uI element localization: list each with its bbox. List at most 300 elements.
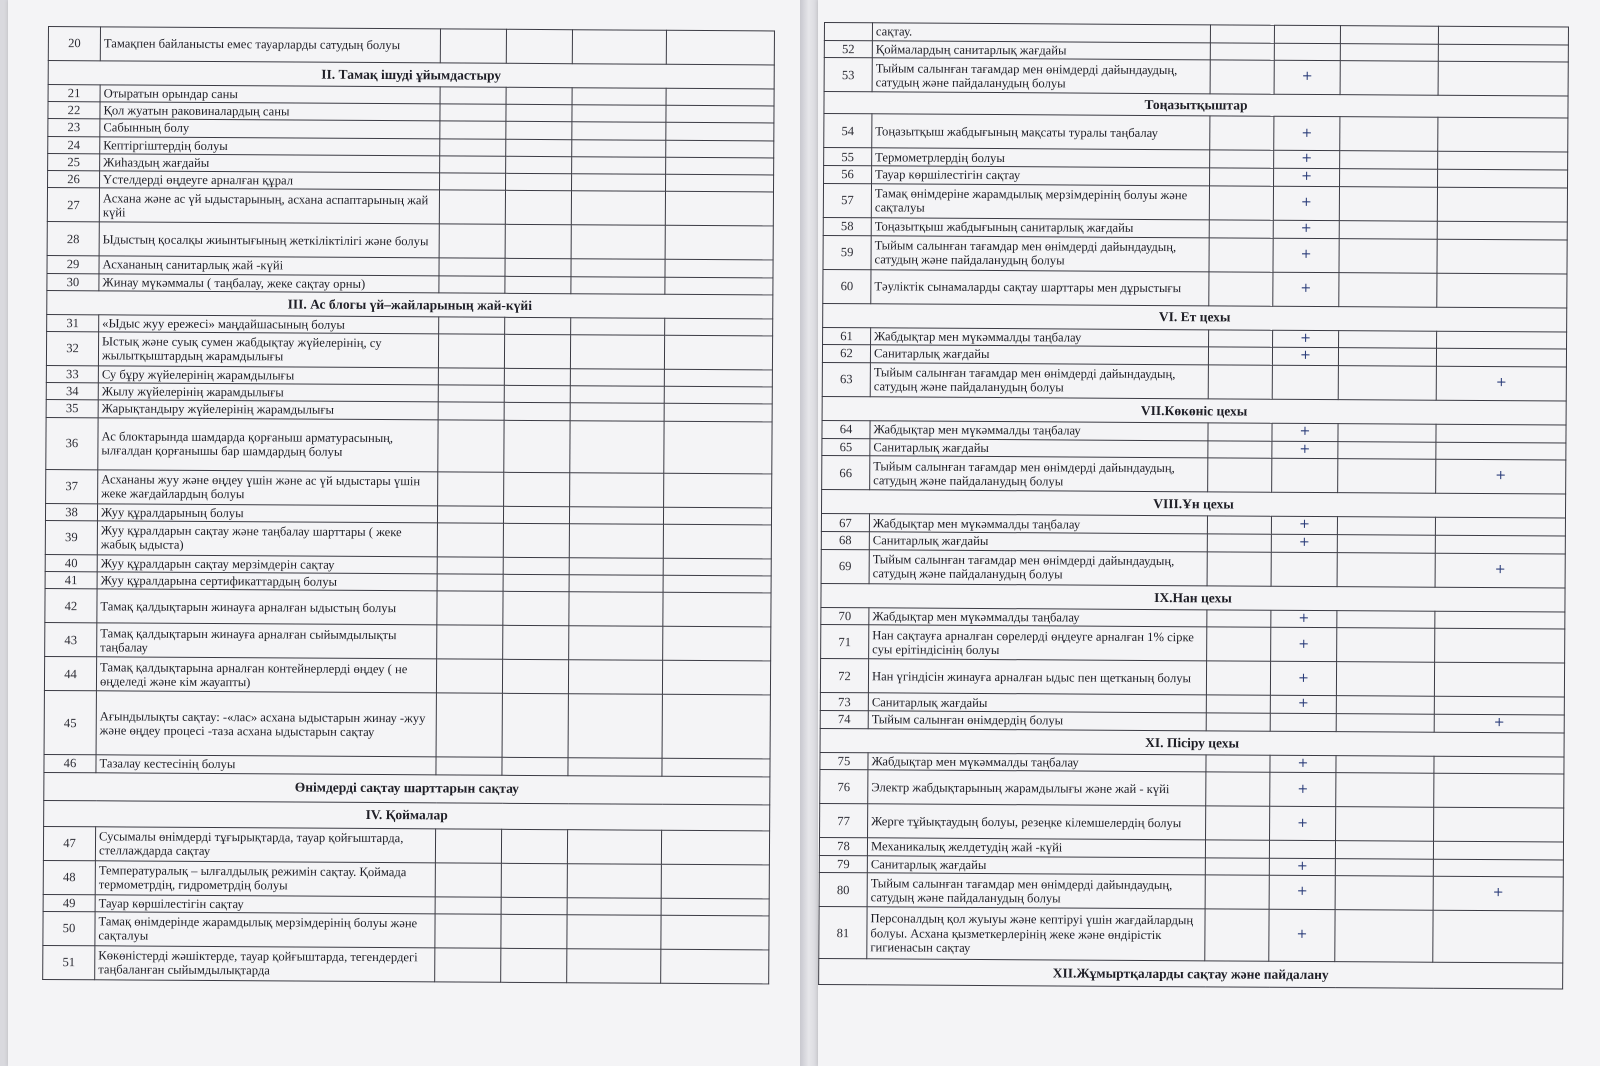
- row-number: 51: [43, 945, 95, 979]
- mark-cell: [1206, 772, 1270, 806]
- mark-cell: [570, 472, 664, 507]
- mark-cell: [1274, 25, 1340, 43]
- row-number: 20: [48, 27, 100, 61]
- mark-cell: [1206, 755, 1270, 773]
- mark-cell: [437, 523, 503, 557]
- mark-cell: [440, 29, 506, 63]
- mark-cell: [1337, 610, 1435, 628]
- criterion-text: Тыйым салынған тағамдар мен өнімдерді дайындаудың, сатудың және пайдаланудың болуы: [871, 235, 1209, 271]
- mark-cell: +: [1434, 714, 1564, 732]
- mark-cell: +: [1436, 366, 1566, 401]
- mark-cell: +: [1272, 347, 1338, 365]
- mark-cell: [666, 140, 774, 158]
- mark-cell: +: [1433, 877, 1563, 912]
- mark-cell: [1437, 221, 1567, 239]
- mark-cell: [504, 472, 570, 506]
- mark-cell: [1336, 807, 1434, 842]
- mark-cell: [437, 574, 503, 592]
- criterion-text: Жуу құралдарының болуы: [97, 503, 437, 522]
- mark-cell: [1438, 44, 1568, 62]
- mark-cell: +: [1273, 186, 1339, 220]
- section-title: IV. Қоймалар: [44, 800, 770, 830]
- mark-cell: [663, 524, 771, 559]
- criterion-text: Жинау мүкәммалы ( таңбалау, жеке сақтау орны): [99, 273, 439, 292]
- row-number: 67: [821, 514, 869, 532]
- criterion-text: Тамақ өнімдеріне жарамдылық мерзімдерінің болуы және сақталуы: [871, 184, 1209, 220]
- mark-cell: +: [1271, 610, 1337, 628]
- mark-cell: [1209, 237, 1273, 271]
- left-checklist-body: [43, 27, 775, 984]
- row-number: 44: [44, 657, 96, 691]
- row-number: 66: [822, 456, 870, 490]
- mark-cell: [501, 829, 567, 863]
- mark-cell: [663, 507, 771, 525]
- mark-cell: [665, 192, 773, 227]
- mark-cell: [1337, 517, 1435, 535]
- row-number: 59: [823, 235, 871, 269]
- mark-cell: [1433, 859, 1563, 877]
- checklist-row: [824, 114, 1568, 153]
- row-number: 60: [823, 269, 871, 303]
- mark-cell: [501, 897, 567, 915]
- mark-cell: [503, 592, 569, 626]
- mark-cell: [1434, 808, 1564, 843]
- mark-cell: [567, 948, 661, 983]
- mark-cell: [1340, 61, 1438, 96]
- mark-cell: [506, 122, 572, 140]
- mark-cell: [1336, 714, 1434, 732]
- criterion-text: Тыйым салынған тағамдар мен өнімдерді дайындаудың, сатудың және пайдаланудың болуы: [869, 549, 1207, 585]
- row-number: 52: [824, 41, 872, 59]
- mark-cell: [663, 627, 771, 662]
- mark-cell: [1337, 535, 1435, 553]
- mark-cell: [1435, 518, 1565, 536]
- mark-cell: [440, 87, 506, 105]
- mark-cell: +: [1270, 807, 1336, 841]
- criterion-text: Тоңазытқыш жабдығының санитарлық жағдайы: [871, 218, 1209, 238]
- row-number: 74: [820, 711, 868, 729]
- mark-cell: [1336, 662, 1434, 697]
- mark-cell: [437, 557, 503, 575]
- criterion-text: Санитарлық жағдайы: [867, 855, 1205, 875]
- mark-cell: [663, 575, 771, 593]
- mark-cell: [1340, 151, 1438, 169]
- row-number: 70: [821, 607, 869, 625]
- mark-cell: [1207, 552, 1271, 586]
- mark-cell: [506, 156, 572, 174]
- mark-cell: [438, 368, 504, 386]
- mark-cell: [504, 403, 570, 421]
- row-number: 81: [819, 907, 867, 959]
- checklist-row: [821, 625, 1565, 664]
- mark-cell: [1205, 857, 1269, 875]
- mark-cell: [569, 506, 663, 524]
- mark-cell: [505, 276, 571, 294]
- criterion-text: Жиһаздың жағдайы: [100, 154, 440, 173]
- mark-cell: [1339, 272, 1437, 307]
- row-number: 24: [48, 136, 100, 154]
- mark-cell: [1437, 331, 1567, 349]
- criterion-text: Қоймалардың санитарлық жағдайы: [872, 41, 1210, 60]
- mark-cell: +: [1270, 662, 1336, 696]
- mark-cell: [1433, 911, 1563, 964]
- criterion-text: Жылу жүйелерінің жарамдылығы: [98, 383, 438, 402]
- criterion-text: Тәуліктік сынамаларды сақтау шарттары мен дұрыстығы: [871, 269, 1209, 305]
- mark-cell: [1337, 628, 1435, 663]
- mark-cell: [570, 420, 664, 473]
- mark-cell: [1436, 442, 1566, 460]
- criterion-text: Жабдықтар мен мүкәммалды таңбалау: [871, 327, 1209, 347]
- row-number: 77: [820, 804, 868, 838]
- mark-cell: [1210, 25, 1274, 43]
- mark-cell: [506, 139, 572, 157]
- checklist-row: [44, 657, 770, 695]
- mark-cell: [662, 661, 770, 696]
- mark-cell: [503, 523, 569, 557]
- mark-cell: [1437, 239, 1567, 274]
- mark-cell: +: [1270, 773, 1336, 807]
- mark-cell: [1272, 365, 1338, 399]
- mark-cell: [666, 105, 774, 123]
- mark-cell: +: [1273, 220, 1339, 238]
- mark-cell: [501, 914, 567, 948]
- mark-cell: [439, 275, 505, 293]
- mark-cell: [505, 225, 571, 259]
- row-number: 46: [44, 755, 96, 773]
- mark-cell: [570, 369, 664, 387]
- row-number: 25: [48, 153, 100, 171]
- mark-cell: [1205, 875, 1269, 909]
- mark-cell: [504, 368, 570, 386]
- row-number: 62: [822, 345, 870, 363]
- mark-cell: [665, 226, 773, 261]
- mark-cell: [1438, 61, 1568, 96]
- criterion-text: Жабдықтар мен мүкәммалды таңбалау: [870, 421, 1208, 441]
- criterion-text: сақтау.: [872, 23, 1210, 43]
- checklist-row: [46, 331, 772, 369]
- mark-cell: [569, 575, 663, 593]
- row-number: 56: [824, 166, 872, 184]
- row-number: 64: [822, 420, 870, 438]
- mark-cell: [572, 88, 666, 106]
- mark-cell: [569, 626, 663, 661]
- mark-cell: [1438, 26, 1568, 45]
- mark-cell: [506, 29, 572, 63]
- mark-cell: [439, 190, 505, 224]
- row-number: 21: [48, 85, 100, 103]
- mark-cell: [435, 828, 501, 862]
- mark-cell: +: [1274, 60, 1340, 94]
- checklist-row: [43, 911, 769, 949]
- checklist-row: [823, 183, 1567, 222]
- mark-cell: [571, 259, 665, 277]
- mark-cell: +: [1273, 238, 1339, 272]
- row-number: 57: [823, 183, 871, 217]
- criterion-text: Жуу құралдарына сертификаттардың болуы: [97, 572, 437, 591]
- section-header-row: [44, 772, 770, 804]
- row-number: 63: [822, 362, 870, 396]
- section-title: VI. Ет цехы: [823, 303, 1567, 332]
- checklist-row: [819, 907, 1563, 964]
- row-number: 33: [46, 365, 98, 383]
- mark-cell: [1336, 696, 1434, 714]
- mark-cell: [503, 557, 569, 575]
- mark-cell: [1435, 629, 1565, 664]
- checklist-row: [44, 691, 770, 759]
- mark-cell: [1336, 773, 1434, 808]
- mark-cell: [440, 104, 506, 122]
- mark-cell: [1210, 116, 1274, 150]
- mark-cell: [437, 506, 503, 524]
- mark-cell: [502, 694, 568, 758]
- mark-cell: [1335, 910, 1433, 963]
- criterion-text: Санитарлық жағдайы: [869, 532, 1207, 552]
- mark-cell: [501, 948, 567, 982]
- mark-cell: [569, 558, 663, 576]
- mark-cell: [1435, 535, 1565, 553]
- right-checklist-table: [818, 22, 1569, 990]
- mark-cell: [665, 260, 773, 278]
- criterion-text: Тыйым салынған тағамдар мен өнімдерді дайындаудың, сатудың және пайдаланудың болуы: [867, 873, 1205, 909]
- row-number: 38: [45, 503, 97, 521]
- row-number: 78: [819, 838, 867, 856]
- criterion-text: Санитарлық жағдайы: [870, 345, 1208, 365]
- criterion-text: Тамақ қалдықтарын жинауға арналған ыдыстың болуы: [97, 589, 437, 625]
- mark-cell: [666, 174, 774, 192]
- mark-cell: [438, 420, 504, 472]
- criterion-text: Санитарлық жағдайы: [870, 438, 1208, 458]
- row-number: 48: [43, 860, 95, 894]
- mark-cell: [665, 277, 773, 295]
- mark-cell: [435, 896, 501, 914]
- criterion-text: Санитарлық жағдайы: [868, 693, 1206, 713]
- checklist-row: [46, 417, 772, 473]
- mark-cell: [572, 105, 666, 123]
- mark-cell: +: [1274, 117, 1340, 151]
- mark-cell: [1436, 348, 1566, 366]
- mark-cell: [664, 386, 772, 404]
- criterion-text: Жуу құралдарын сақтау мерзімдерін сақтау: [97, 555, 437, 574]
- row-number: 22: [48, 102, 100, 120]
- section-title: IX.Нан цехы: [821, 583, 1565, 612]
- criterion-text: Жерге тұйықтаудың болуы, резеңке кілемшелердің болуы: [868, 804, 1206, 840]
- mark-cell: [1434, 697, 1564, 715]
- row-number: 72: [820, 659, 868, 693]
- mark-cell: [666, 30, 774, 65]
- mark-cell: [665, 318, 773, 336]
- mark-cell: [664, 421, 772, 474]
- mark-cell: [1340, 26, 1438, 45]
- left-checklist-table: [42, 26, 775, 984]
- mark-cell: [1208, 440, 1272, 458]
- mark-cell: [1438, 118, 1568, 153]
- mark-cell: [666, 88, 774, 106]
- criterion-text: Ас блоктарында шамдарда қорғаныш арматурасының, ылғалдан қорғанышы бар шамдардың болуы: [98, 417, 438, 471]
- mark-cell: [440, 139, 506, 157]
- criterion-text: Электр жабдықтарының жарамдылығы және жай - күйі: [868, 770, 1206, 806]
- mark-cell: [1434, 756, 1564, 774]
- criterion-text: Нан сақтауға арналған сөрелерді өңдеуге арналған 1% сірке суы ерітіндісінің болуы: [869, 625, 1207, 661]
- row-number: 76: [820, 770, 868, 804]
- mark-cell: [503, 574, 569, 592]
- row-number: 45: [44, 691, 96, 755]
- mark-cell: [436, 659, 502, 693]
- criterion-text: Персоналдың қол жуыуы және кептіруі үшін жағдайлардың болуы. Асхана қызметкерлерінің жеке және өндірістік гигиенасын сақтау: [867, 907, 1205, 961]
- mark-cell: [662, 759, 770, 777]
- mark-cell: [1336, 755, 1434, 773]
- mark-cell: [1438, 152, 1568, 170]
- mark-cell: [1208, 458, 1272, 492]
- row-number: 55: [824, 148, 872, 166]
- criterion-text: Тауар көршілестігін сақтау: [872, 166, 1210, 186]
- mark-cell: [1209, 220, 1273, 238]
- mark-cell: [1272, 459, 1338, 493]
- mark-cell: [567, 829, 661, 864]
- mark-cell: +: [1274, 168, 1340, 186]
- row-number: 73: [820, 693, 868, 711]
- mark-cell: [571, 276, 665, 294]
- criterion-text: Тазалау кестесінің болуы: [96, 755, 436, 774]
- mark-cell: [437, 625, 503, 659]
- mark-cell: [666, 123, 774, 141]
- mark-cell: [568, 660, 662, 695]
- checklist-row: [43, 860, 769, 898]
- checklist-row: [824, 58, 1568, 97]
- mark-cell: [571, 317, 665, 335]
- row-number: 71: [821, 625, 869, 659]
- mark-cell: +: [1270, 755, 1336, 773]
- row-number: 54: [824, 114, 872, 148]
- row-number: 49: [43, 894, 95, 912]
- mark-cell: +: [1272, 423, 1338, 441]
- row-number: 36: [46, 417, 98, 469]
- mark-cell: [504, 385, 570, 403]
- checklist-row: [821, 549, 1565, 588]
- mark-cell: +: [1274, 151, 1340, 169]
- mark-cell: [663, 593, 771, 628]
- row-number: 28: [47, 222, 99, 256]
- left-page: [8, 0, 803, 1066]
- criterion-text: Көкөністерді жәшіктерде, тауар қойғыштарда, тегендердегі таңбаланған сыйымдылықтарда: [95, 946, 435, 982]
- checklist-row: [820, 770, 1564, 809]
- checklist-row: [822, 456, 1566, 495]
- mark-cell: [572, 157, 666, 175]
- row-number: 37: [46, 469, 98, 503]
- row-number: 39: [45, 520, 97, 554]
- mark-cell: [661, 898, 769, 916]
- row-number: 31: [47, 314, 99, 332]
- mark-cell: [1337, 552, 1435, 587]
- mark-cell: [661, 830, 769, 865]
- criterion-text: Тыйым салынған тағамдар мен өнімдерді дайындаудың, сатудың және пайдаланудың болуы: [872, 58, 1210, 94]
- mark-cell: [661, 949, 769, 984]
- checklist-row: [823, 235, 1567, 274]
- mark-cell: [1339, 330, 1437, 348]
- mark-cell: [570, 335, 664, 370]
- mark-cell: [503, 626, 569, 660]
- mark-cell: [1207, 627, 1271, 661]
- row-number: 75: [820, 752, 868, 770]
- mark-cell: [1339, 220, 1437, 238]
- section-title: Тоңазытқыштар: [824, 92, 1568, 119]
- section-header-row: [819, 959, 1563, 990]
- mark-cell: [1209, 271, 1273, 305]
- mark-cell: +: [1436, 460, 1566, 495]
- mark-cell: [1210, 168, 1274, 186]
- checklist-row: [45, 520, 771, 558]
- mark-cell: +: [1435, 553, 1565, 588]
- criterion-text: Асхананың санитарлық жай -күйі: [99, 256, 439, 275]
- mark-cell: [1437, 187, 1567, 222]
- criterion-text: Тыйым салынған тағамдар мен өнімдерді дайындаудың, сатудың және пайдаланудың болуы: [870, 456, 1208, 492]
- mark-cell: [1340, 44, 1438, 62]
- mark-cell: [505, 259, 571, 277]
- criterion-text: Отыратын орындар саны: [100, 85, 440, 104]
- mark-cell: [1206, 661, 1270, 695]
- mark-cell: [1339, 238, 1437, 273]
- mark-cell: [1434, 663, 1564, 698]
- mark-cell: [570, 386, 664, 404]
- mark-cell: [663, 558, 771, 576]
- mark-cell: [1207, 534, 1271, 552]
- row-number: 35: [46, 400, 98, 418]
- criterion-text: Тамақ қалдықтарын жинауға арналған сыйымдылықты таңбалау: [97, 623, 437, 659]
- mark-cell: [502, 758, 568, 776]
- section-title: II. Тамақ ішуді ұйымдастыру: [48, 61, 774, 89]
- mark-cell: +: [1271, 628, 1337, 662]
- mark-cell: [435, 914, 501, 948]
- mark-cell: [567, 863, 661, 898]
- criterion-text: Жабдықтар мен мүкәммалды таңбалау: [869, 607, 1207, 627]
- mark-cell: [1434, 774, 1564, 809]
- right-page: [818, 0, 1600, 1066]
- mark-cell: [1340, 117, 1438, 152]
- mark-cell: [436, 757, 502, 775]
- mark-cell: [572, 30, 666, 65]
- mark-cell: [572, 122, 666, 140]
- criterion-text: Су бұру жүйелерінің жарамдылығы: [98, 366, 438, 385]
- criterion-text: Сабынның болу: [100, 119, 440, 138]
- mark-cell: [1338, 459, 1436, 494]
- mark-cell: [506, 173, 572, 191]
- mark-cell: [1271, 552, 1337, 586]
- criterion-text: Тыйым салынған тағамдар мен өнімдерді дайындаудың, сатудың және пайдаланудың болуы: [870, 363, 1208, 399]
- mark-cell: [567, 897, 661, 915]
- criterion-text: Термометрлердің болуы: [872, 148, 1210, 168]
- criterion-text: Қол жуатын раковиналардың саны: [100, 102, 440, 121]
- mark-cell: [661, 915, 769, 950]
- row-number: 32: [46, 331, 98, 365]
- checklist-row: [820, 659, 1564, 698]
- row-number: 26: [48, 171, 100, 189]
- mark-cell: [1338, 348, 1436, 366]
- section-title: VII.Көкөніс цехы: [822, 396, 1566, 425]
- mark-cell: [1335, 876, 1433, 911]
- mark-cell: [1340, 169, 1438, 187]
- mark-cell: [505, 191, 571, 225]
- mark-cell: [1437, 273, 1567, 308]
- section-title: III. Ас блогы үй–жайларының жай-күйі: [47, 290, 773, 318]
- mark-cell: +: [1273, 272, 1339, 306]
- mark-cell: [572, 174, 666, 192]
- mark-cell: [439, 258, 505, 276]
- checklist-row: [43, 826, 769, 864]
- criterion-text: Тамақ өнімдерінде жарамдылық мерзімдерінің болуы және сақталуы: [95, 912, 435, 948]
- checklist-row: [45, 623, 771, 661]
- mark-cell: [1206, 695, 1270, 713]
- mark-cell: +: [1269, 858, 1335, 876]
- row-number: 61: [823, 327, 871, 345]
